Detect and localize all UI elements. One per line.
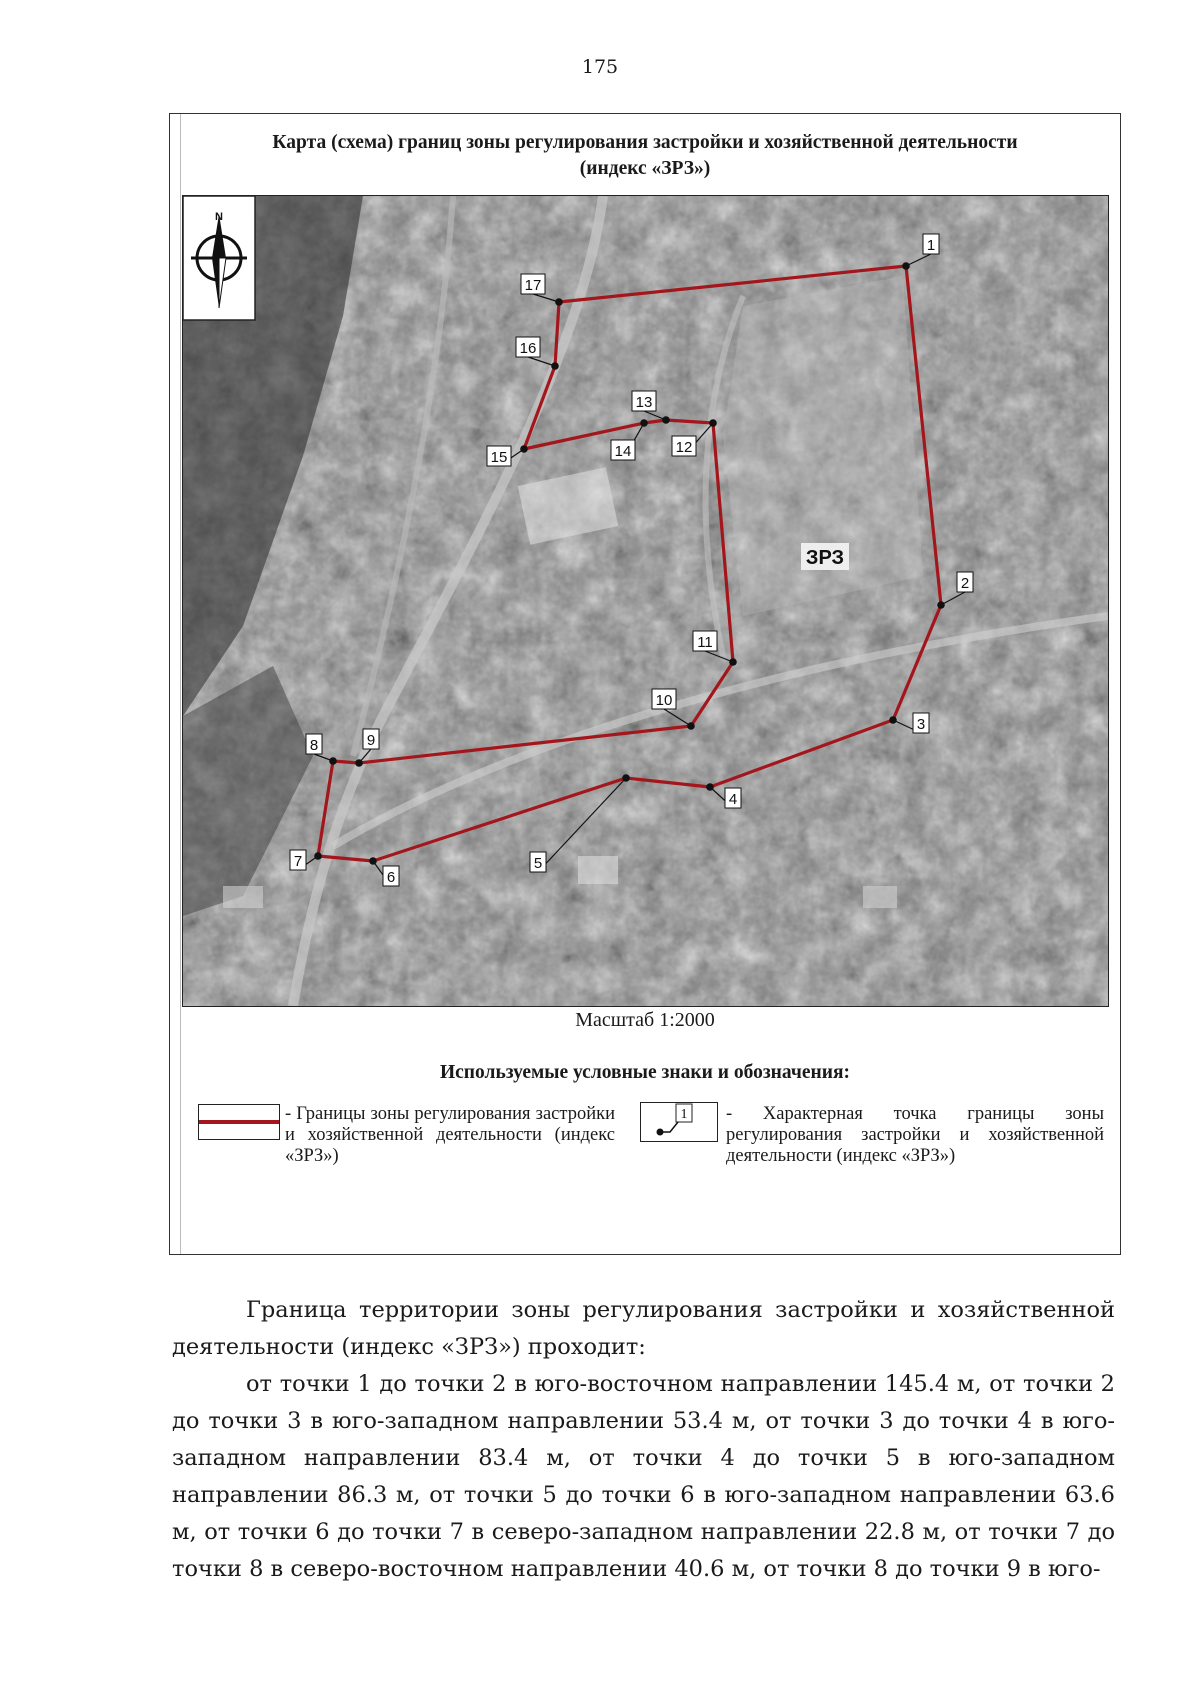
map-title-line1: Карта (схема) границ зоны регулирования застройки и хозяйственной деятельности: [272, 132, 1018, 153]
point-label-2: 2: [960, 575, 970, 592]
point-label-4: 4: [728, 791, 738, 808]
point-label-7: 7: [293, 853, 303, 870]
point-label-3: 3: [916, 716, 926, 733]
point-label-10: 10: [655, 692, 673, 709]
boundary-point-10: [687, 722, 695, 730]
boundary-point-8: [329, 757, 337, 765]
point-label-17: 17: [524, 277, 542, 294]
point-label-1: 1: [926, 237, 936, 254]
boundary-point-9: [355, 759, 363, 767]
boundary-point-12: [709, 419, 717, 427]
point-label-8: 8: [309, 737, 319, 754]
boundary-point-3: [889, 716, 897, 724]
boundary-point-11: [729, 658, 737, 666]
paragraph-description: от точки 1 до точки 2 в юго-восточном направлении 145.4 м, от точки 2 до точки 3 в юго-западном направлении 53.4 м, от точки 3 до точки 4 в юго-западном направлении 83.4 м, от точки 4 до точки 5 в юго-западном направлении 86.3 м, от точки 5 до точки 6 в юго-западном направлении 63.6 м, от точки 6 до точки 7 в северо-западном направлении 22.8 м, от точки 7 до точки 8 в северо-восточном направлении 40.6 м, от точки 8 до точки 9 в юго-: [172, 1371, 1115, 1582]
point-label-6: 6: [386, 869, 396, 886]
map-title: [190, 130, 1100, 182]
point-label-12: 12: [675, 439, 693, 456]
point-label-11: 11: [697, 634, 713, 651]
boundary-point-7: [314, 852, 322, 860]
map-title-line2: (индекс «ЗРЗ»): [579, 158, 711, 179]
point-label-14: 14: [614, 443, 632, 460]
map-figure: [169, 113, 1121, 1255]
page-number: 175: [581, 56, 619, 78]
legend-boundary-text: - Границы зоны регулирования застройки и хозяйственной деятельности (индекс «ЗРЗ»): [285, 1104, 615, 1166]
boundary-point-16: [551, 362, 559, 370]
boundary-point-1: [902, 262, 910, 270]
boundary-point-6: [369, 857, 377, 865]
point-label-5: 5: [533, 855, 543, 872]
boundary-point-4: [706, 783, 714, 791]
boundary-point-17: [555, 298, 563, 306]
north-arrow-label: N: [215, 211, 223, 223]
point-label-9: 9: [366, 732, 376, 749]
boundary-point-5: [622, 774, 630, 782]
aerial-map: [182, 195, 1109, 1007]
north-arrow-icon: [183, 196, 255, 320]
point-label-16: 16: [519, 340, 537, 357]
boundary-point-2: [937, 601, 945, 609]
boundary-point-14: [640, 419, 648, 427]
boundary-point-15: [520, 445, 528, 453]
legend-point-text: - Характерная точка границы зоны регулирования застройки и хозяйственной деятельности (индекс «ЗРЗ»): [726, 1104, 1104, 1166]
legend-point-sample-label: 1: [680, 1107, 688, 1122]
zone-label: ЗРЗ: [805, 547, 845, 569]
boundary-point-13: [662, 416, 670, 424]
map-scale: Масштаб 1:2000: [575, 1009, 715, 1031]
paragraph-intro: Граница территории зоны регулирования застройки и хозяйственной деятельности (индекс «ЗРЗ») проходит:: [172, 1297, 1115, 1360]
legend-point-icon: [640, 1102, 718, 1142]
legend-title: Используемые условные знаки и обозначения:: [439, 1062, 851, 1083]
point-label-15: 15: [490, 449, 508, 466]
legend-boundary-swatch: [198, 1104, 280, 1140]
point-label-13: 13: [635, 394, 653, 411]
